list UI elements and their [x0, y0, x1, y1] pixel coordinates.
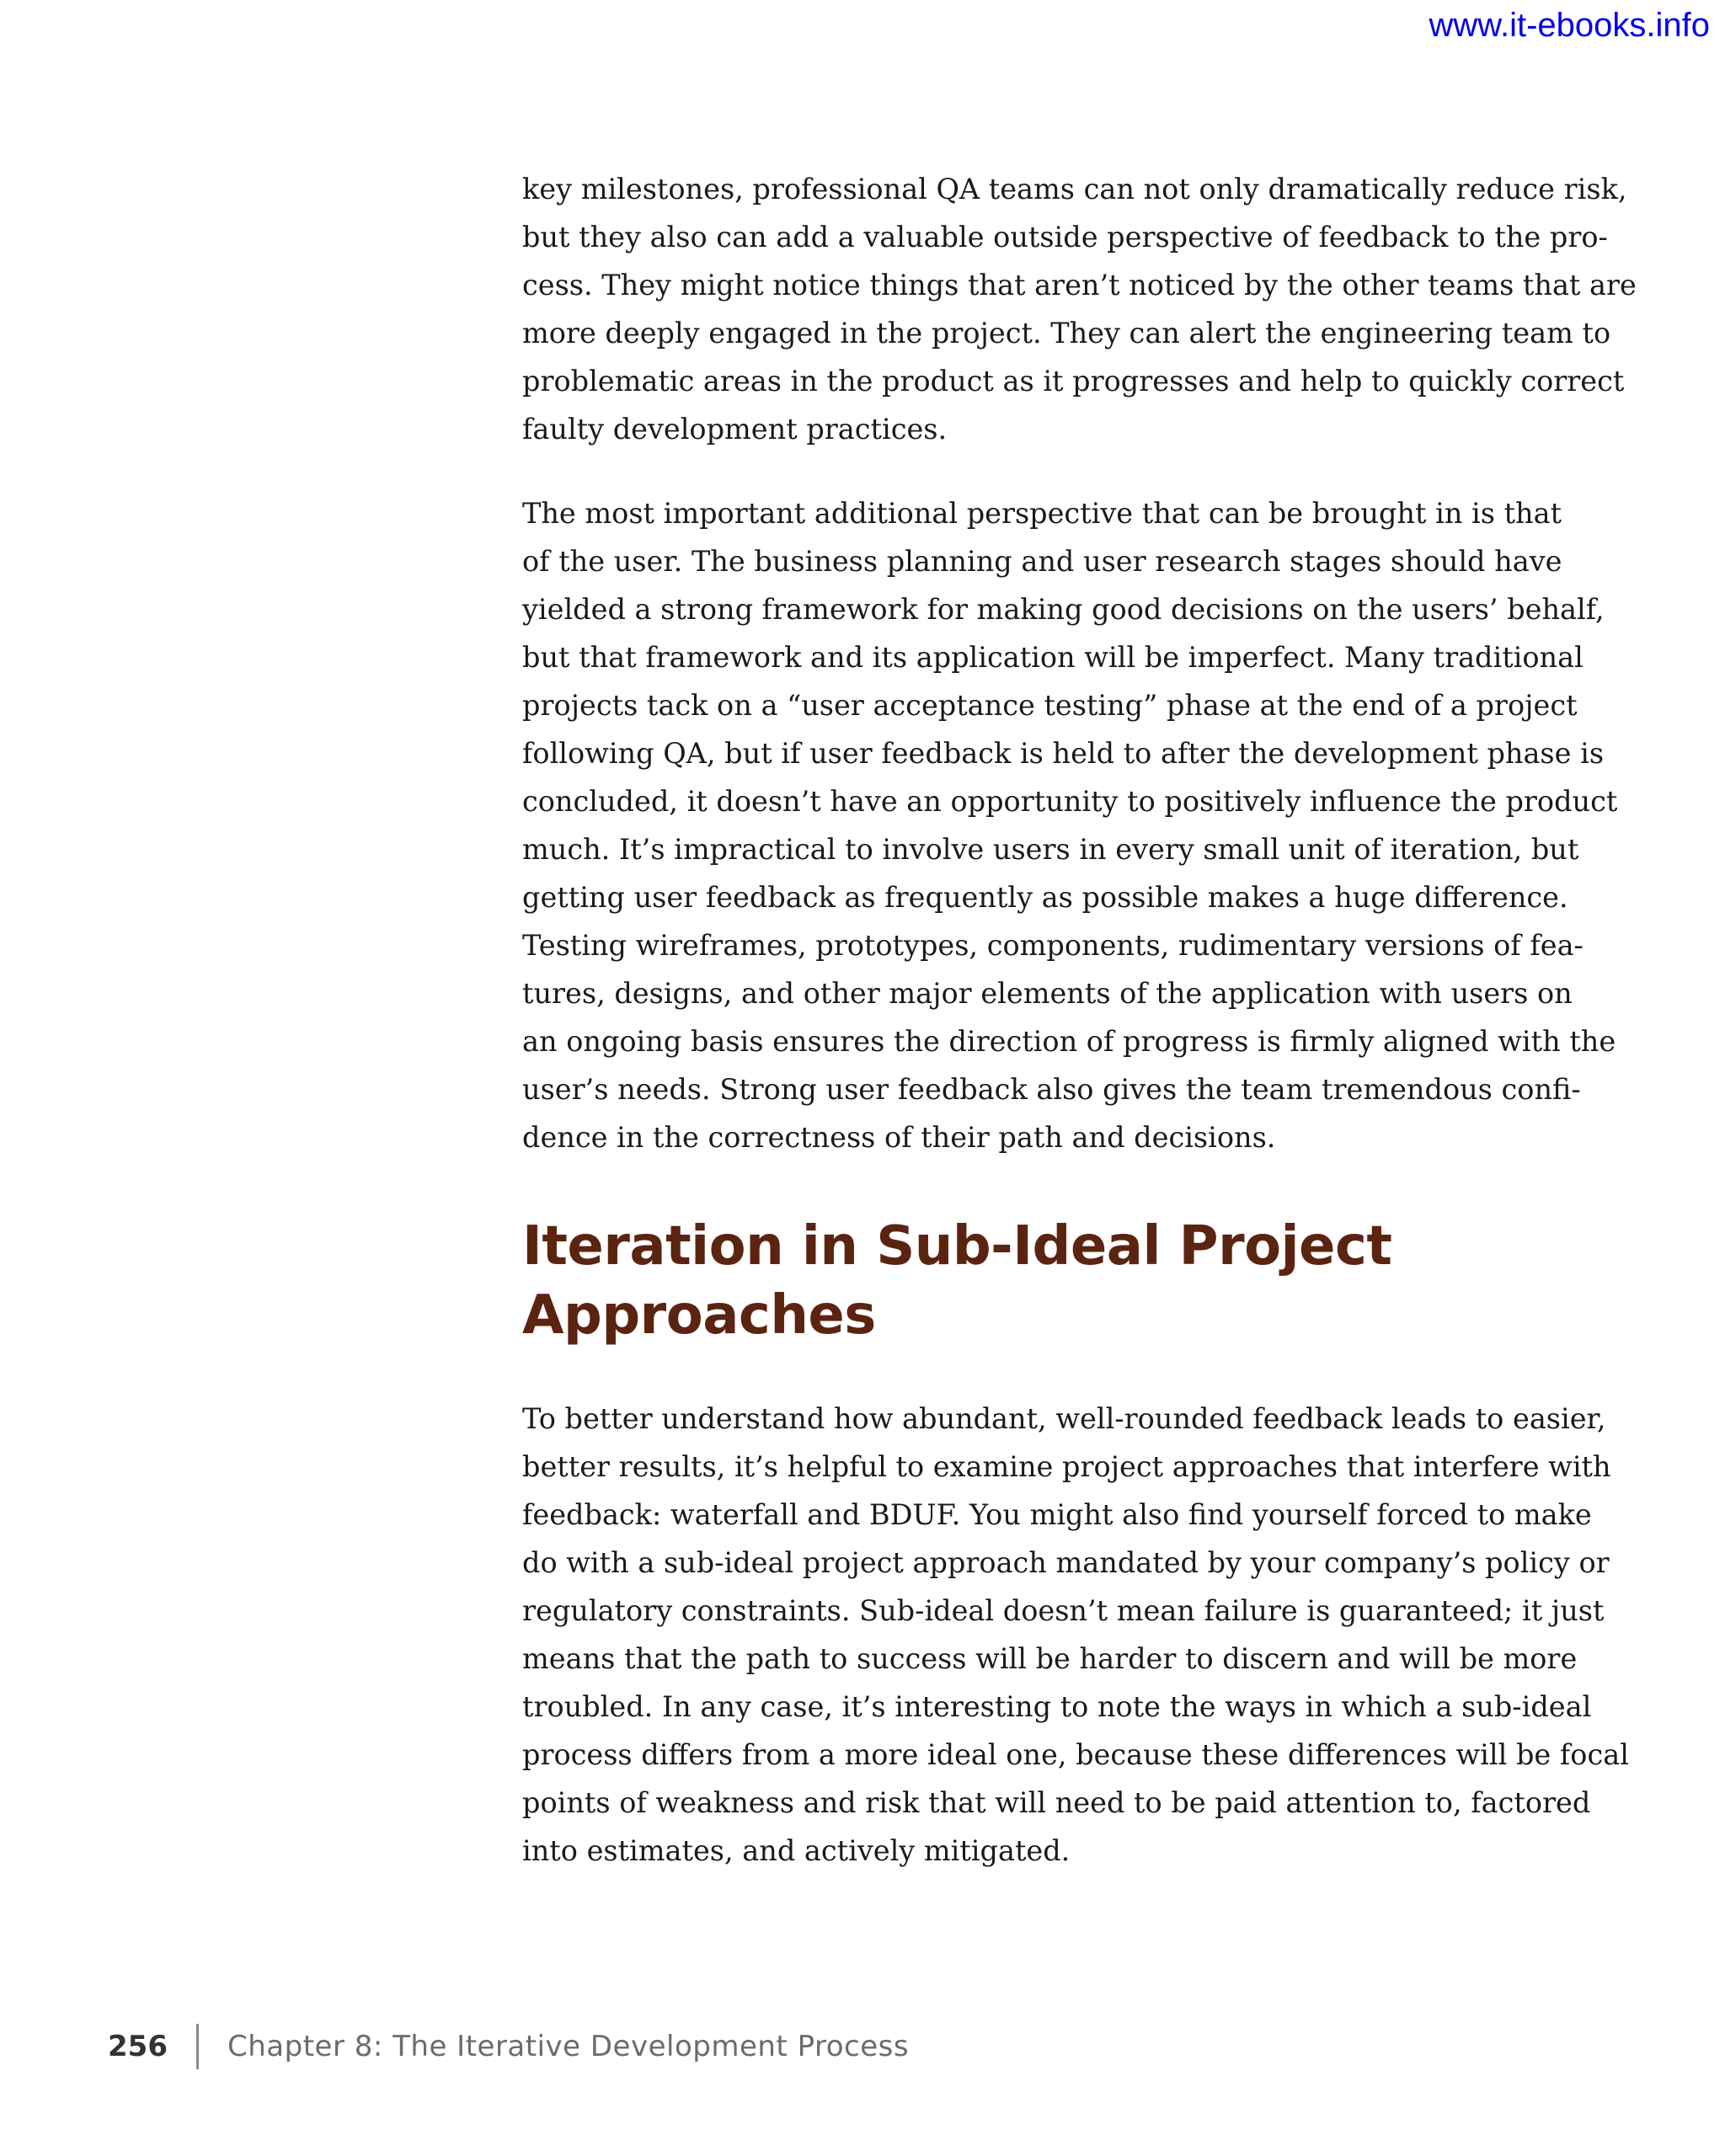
text-line: dence in the correctness of their path and decisions. — [522, 1121, 1276, 1154]
paragraph-qa-teams — [522, 165, 1637, 453]
watermark-link[interactable]: www.it-ebooks.info — [1429, 7, 1710, 44]
text-line: concluded, it doesn’t have an opportunity to positively influence the product — [522, 785, 1618, 818]
footer-divider — [196, 2024, 199, 2069]
text-line: To better understand how abundant, well-rounded feedback leads to easier, — [522, 1402, 1606, 1436]
heading-line: Iteration in Sub-Ideal Project — [522, 1215, 1392, 1278]
text-line: faulty development practices. — [522, 413, 948, 446]
text-line: an ongoing basis ensures the direction of progress is firmly aligned with the — [522, 1025, 1616, 1058]
text-line: more deeply engaged in the project. They can alert the engineering team to — [522, 317, 1611, 350]
text-line: but they also can add a valuable outside perspective of feedback to the pro- — [522, 221, 1608, 253]
text-line: Testing wireframes, prototypes, components, rudimentary versions of fea- — [522, 929, 1583, 962]
text-line: do with a sub-ideal project approach mandated by your company’s policy or — [522, 1546, 1610, 1580]
text-line: problematic areas in the product as it progresses and help to quickly correct — [522, 365, 1625, 398]
text-line: cess. They might notice things that aren’t noticed by the other teams that are — [522, 269, 1637, 302]
page-content — [522, 165, 1637, 1875]
text-line: tures, designs, and other major elements of the application with users on — [522, 977, 1573, 1010]
text-line: points of weakness and risk that will need to be paid attention to, factored — [522, 1786, 1591, 1820]
text-line: feedback: waterfall and BDUF. You might also find yourself forced to make — [522, 1498, 1592, 1532]
page-footer — [108, 2023, 909, 2070]
section-heading — [522, 1212, 1575, 1350]
text-line: troubled. In any case, it’s interesting to note the ways in which a sub-ideal — [522, 1690, 1592, 1724]
text-line: much. It’s impractical to involve users in every small unit of iteration, but — [522, 833, 1579, 866]
paragraph-sub-ideal — [522, 1395, 1629, 1875]
heading-line: Approaches — [522, 1284, 876, 1347]
text-line: projects tack on a “user acceptance testing” phase at the end of a project — [522, 689, 1578, 722]
text-line: following QA, but if user feedback is held to after the development phase is — [522, 737, 1605, 770]
text-line: key milestones, professional QA teams can not only dramatically reduce risk, — [522, 173, 1627, 205]
text-line: regulatory constraints. Sub-ideal doesn’t mean failure is guaranteed; it just — [522, 1594, 1605, 1628]
running-chapter-title: Chapter 8: The Iterative Development Process — [227, 2030, 910, 2063]
text-line: into estimates, and actively mitigated. — [522, 1834, 1071, 1868]
text-line: means that the path to success will be harder to discern and will be more — [522, 1642, 1578, 1676]
text-line: but that framework and its application will be imperfect. Many traditional — [522, 641, 1583, 674]
text-line: getting user feedback as frequently as possible makes a huge difference. — [522, 881, 1568, 914]
text-line: The most important additional perspective that can be brought in is that — [522, 497, 1562, 530]
paragraph-user-perspective — [522, 489, 1618, 1161]
text-line: of the user. The business planning and user research stages should have — [522, 545, 1562, 578]
text-line: yielded a strong framework for making good decisions on the users’ behalf, — [522, 593, 1605, 626]
text-line: better results, it’s helpful to examine project approaches that interfere with — [522, 1450, 1611, 1484]
text-line: user’s needs. Strong user feedback also gives the team tremendous confi- — [522, 1073, 1581, 1106]
page-number: 256 — [108, 2030, 168, 2063]
text-line: process differs from a more ideal one, because these differences will be focal — [522, 1738, 1629, 1772]
